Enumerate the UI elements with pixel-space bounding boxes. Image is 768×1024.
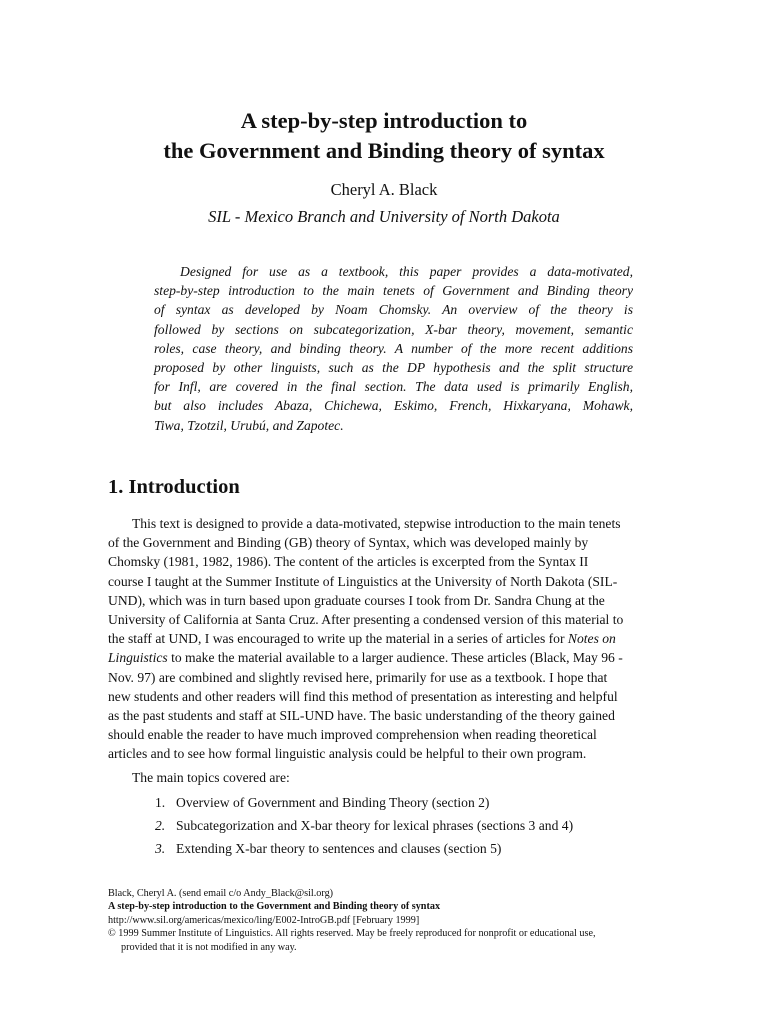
abstract-line: step-by-step introduction to the main tenets of Government and Binding theory xyxy=(154,283,633,299)
paragraph-line xyxy=(108,687,646,706)
paragraph-line xyxy=(108,533,646,552)
topics-list xyxy=(155,791,573,860)
text-run: new students and other readers will find this method of presentation as interesting and helpful xyxy=(108,688,618,704)
paragraph-line xyxy=(108,610,646,629)
author-name: Cheryl A. Black xyxy=(330,180,438,199)
topics-intro: The main topics covered are: xyxy=(132,770,290,785)
title-line: A step-by-step introduction to xyxy=(240,108,528,133)
topic-item xyxy=(155,791,573,814)
topic-text: Extending X-bar theory to sentences and clauses (section 5) xyxy=(176,841,502,856)
text-run: course I taught at the Summer Institute of Linguistics at the University of North Dakota (SIL- xyxy=(108,573,618,589)
text-run: the staff at UND, I was encouraged to write up the material in a series of articles for xyxy=(108,631,568,647)
abstract-line: for Infl, are covered in the final section. The data used is primarily English, xyxy=(154,379,633,395)
footer-copyright: © 1999 Summer Institute of Linguistics. All rights reserved. May be freely reproduced for nonprofit or educational use, xyxy=(108,928,596,940)
topic-number: 2. xyxy=(155,818,166,833)
footer-citation xyxy=(108,887,668,954)
topic-text: Subcategorization and X-bar theory for lexical phrases (sections 3 and 4) xyxy=(176,818,574,833)
text-run: of the Government and Binding (GB) theory of Syntax, which was developed mainly by xyxy=(108,535,589,551)
abstract-line: Tiwa, Tzotzil, Urubú, and Zapotec. xyxy=(154,417,344,433)
text-run: should enable the reader to have much improved comprehension when reading theoretical xyxy=(108,727,597,743)
paragraph-line xyxy=(108,725,646,744)
paragraph-line xyxy=(108,744,646,763)
text-run: University of California at Santa Cruz. After presenting a condensed version of this material to xyxy=(108,612,624,628)
topic-item xyxy=(155,814,573,837)
italic-run: Linguistics xyxy=(108,650,168,666)
footer-author-line: Black, Cheryl A. (send email c/o Andy_Black@sil.org) xyxy=(108,888,334,899)
topic-item xyxy=(155,837,573,860)
abstract-line: followed by sections on subcategorization, X-bar theory, movement, semantic xyxy=(154,321,633,337)
abstract-line: proposed by other linguists, such as the DP hypothesis and the split structure xyxy=(154,360,633,376)
topic-text: Overview of Government and Binding Theory (section 2) xyxy=(176,795,490,810)
text-run: UND), which was in turn based upon graduate courses I took from Dr. Sandra Chung at the xyxy=(108,592,605,608)
paragraph-line xyxy=(108,572,646,591)
paragraph-line xyxy=(108,514,646,533)
abstract-line: but also includes Abaza, Chichewa, Eskimo, French, Hixkaryana, Mohawk, xyxy=(154,398,633,414)
text-run: to make the material available to a larger audience. These articles (Black, May 96 - xyxy=(167,650,623,666)
footer-copyright-cont: provided that it is not modified in any way. xyxy=(121,941,297,953)
paragraph-line xyxy=(108,706,646,725)
topic-number: 1. xyxy=(155,795,166,810)
topic-number: 3. xyxy=(155,841,166,856)
paragraph-line xyxy=(108,552,646,571)
section-heading: 1. Introduction xyxy=(108,476,240,498)
abstract xyxy=(154,262,633,435)
paragraph-line xyxy=(108,591,646,610)
abstract-line: roles, case theory, and binding theory. A number of the more recent additions xyxy=(154,340,633,356)
text-run: as the past students and staff at SIL-UND have. The basic understanding of the theory gained xyxy=(108,708,615,724)
paragraph-line xyxy=(108,648,646,667)
title-line: the Government and Binding theory of syntax xyxy=(163,138,605,163)
text-run: This text is designed to provide a data-motivated, stepwise introduction to the main tenets xyxy=(132,516,621,531)
abstract-line: of syntax as developed by Noam Chomsky. An overview of the theory is xyxy=(154,302,633,318)
body-paragraph xyxy=(108,514,646,764)
text-run: Chomsky (1981, 1982, 1986). The content of the articles is excerpted from the Syntax II xyxy=(108,554,589,570)
document-title xyxy=(60,106,708,166)
author-affiliation: SIL - Mexico Branch and University of North Dakota xyxy=(208,207,560,226)
text-run: articles and to see how formal linguistic analysis could be helpful to their own program. xyxy=(108,746,587,762)
footer-title: A step-by-step introduction to the Government and Binding theory of syntax xyxy=(108,901,441,913)
paragraph-line xyxy=(108,629,646,648)
text-run: Nov. 97) are combined and slightly revised here, primarily for use as a textbook. I hope that xyxy=(108,669,608,685)
footer-url: http://www.sil.org/americas/mexico/ling/E002-IntroGB.pdf [February 1999] xyxy=(108,914,420,926)
abstract-line: Designed for use as a textbook, this paper provides a data-motivated, xyxy=(180,264,633,279)
italic-run: Notes on xyxy=(567,631,616,647)
paragraph-line xyxy=(108,668,646,687)
